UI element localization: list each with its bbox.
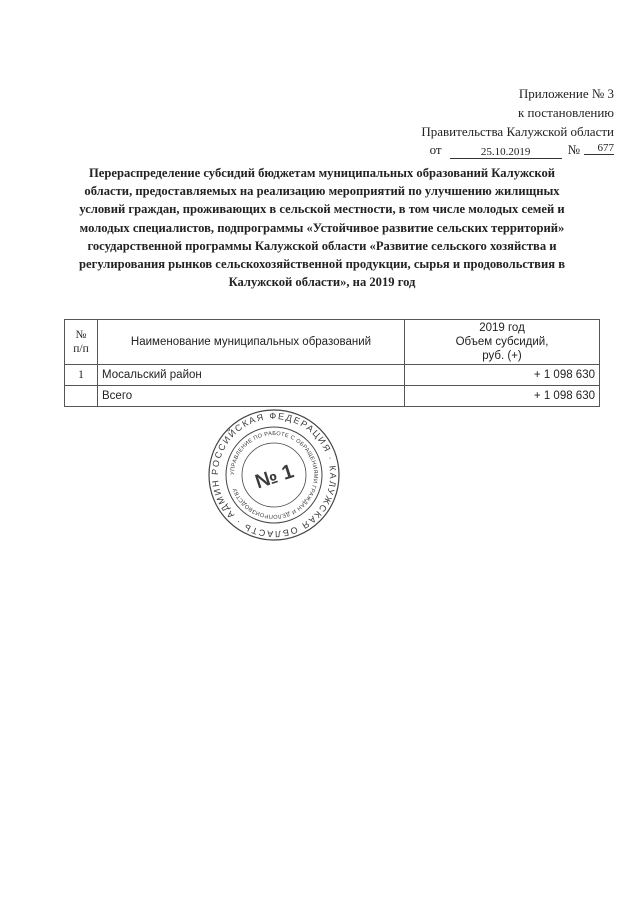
table-row (65, 365, 600, 386)
number-prefix: № (567, 142, 580, 157)
row-num: 1 (65, 365, 98, 386)
table-header-row (65, 320, 600, 365)
appendix-label: Приложение № 3 (518, 86, 614, 101)
document-header (374, 84, 614, 159)
total-num (65, 386, 98, 407)
total-value: + 1 098 630 (405, 386, 600, 407)
date-line (374, 141, 614, 159)
col-num-label: № п/п (73, 329, 89, 355)
seal-graphic (207, 408, 341, 542)
document-title: Перераспределение субсидий бюджетам муниципальных образований Калужской области, предоставляемых на реализацию мероприятий по улучшению жилищных условий граждан, проживающих в сельской местности, в том числе молодых семей и молодых специалистов, подпрограммы «Устойчивое развитие сельских территорий» государственной программы Калужской области «Развитие сельского хозяйства и регулирования рынков сельскохозяйственной продукции, сырья и продовольствия в Калужской области», на 2019 год (79, 166, 565, 290)
subsidy-table (64, 319, 600, 407)
resolution-label: к постановлению (517, 105, 614, 120)
col-value-header (405, 320, 600, 365)
document-date: 25.10.2019 (450, 146, 562, 159)
date-prefix: от (429, 142, 442, 157)
col-value-label: 2019 год Объем субсидий, руб. (+) (455, 322, 549, 362)
col-num-header (65, 320, 98, 365)
col-name-label: Наименование муниципальных образований (130, 336, 372, 348)
seal-outer-text: РОССИЙСКАЯ ФЕДЕРАЦИЯ · КАЛУЖСКАЯ ОБЛАСТЬ · АДМИН (209, 410, 339, 540)
row-name: Мосальский район (98, 365, 405, 386)
official-seal (207, 408, 341, 542)
seal-center-text: № 1 (252, 460, 297, 494)
table-total-row (65, 386, 600, 407)
total-label: Всего (98, 386, 405, 407)
document-number: 677 (584, 142, 614, 155)
col-name-header (98, 320, 405, 365)
government-label: Правительства Калужской области (421, 124, 614, 139)
row-value: + 1 098 630 (405, 365, 600, 386)
seal-inner-text: УПРАВЛЕНИЕ ПО РАБОТЕ С ОБРАЩЕНИЯМИ ГРАЖДАН И ДЕЛОПРОИЗВОДСТВУ (229, 430, 319, 520)
